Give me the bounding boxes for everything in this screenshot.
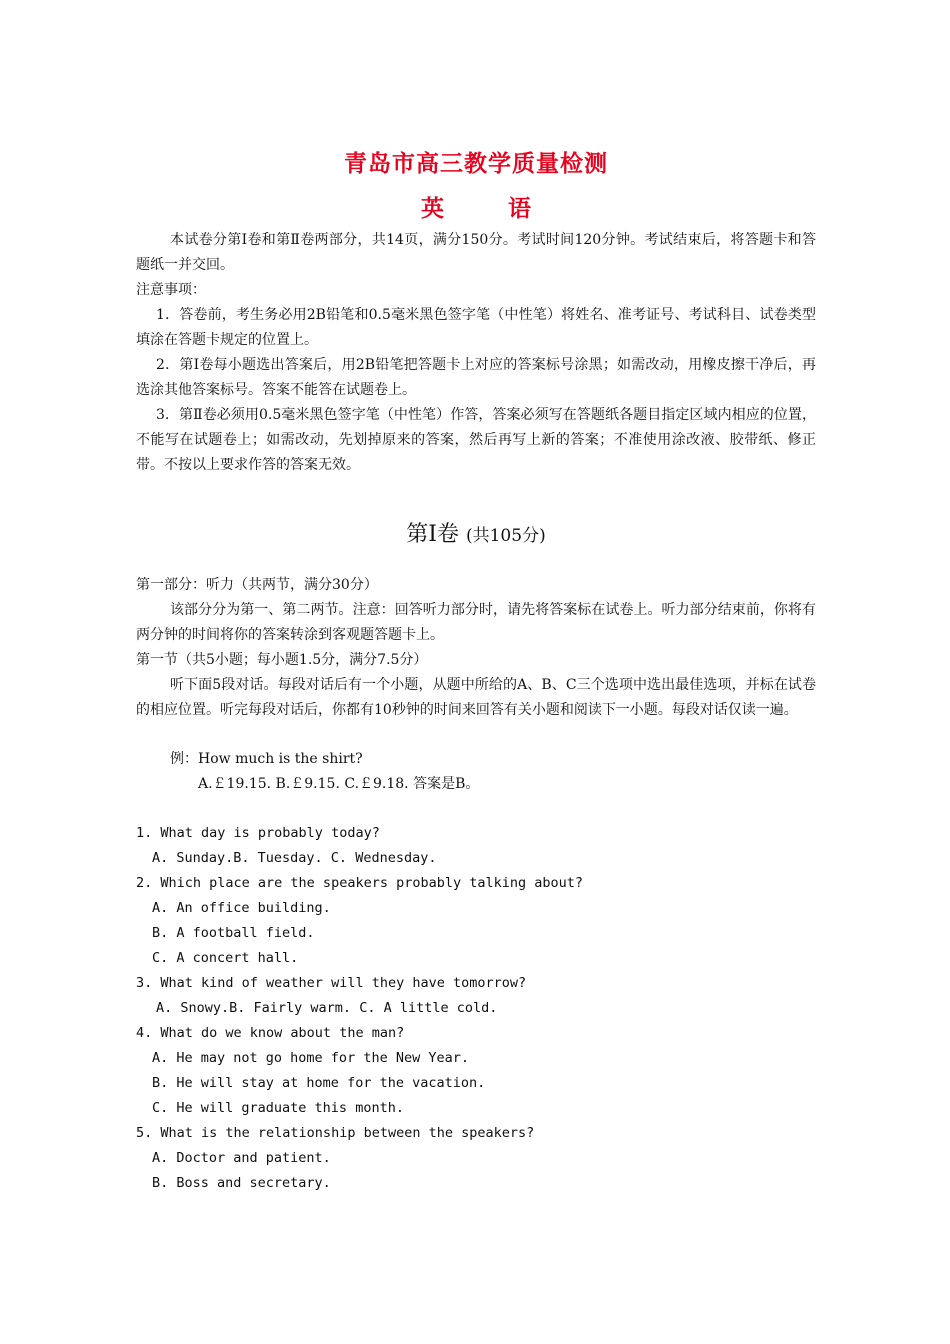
subsection-1-heading: 第一节（共5小题；每小题1.5分，满分7.5分） xyxy=(136,652,428,668)
question-4-option-a: A. He may not go home for the New Year. xyxy=(152,1050,469,1066)
intro-paragraph: 本试卷分第Ⅰ卷和第Ⅱ卷两部分，共14页，满分150分。考试时间120分钟。考试结束后，将答题卡和答题纸一并交回。 xyxy=(136,232,816,273)
note-2: 2．第Ⅰ卷每小题选出答案后，用2B铅笔把答题卡上对应的答案标号涂黑；如需改动，用橡皮擦干净后，再选涂其他答案标号。答案不能答在试题卷上。 xyxy=(136,357,816,398)
spacer xyxy=(136,723,816,747)
question-4-option-b: B. He will stay at home for the vacation. xyxy=(152,1075,486,1091)
section-1-title-main: 第Ⅰ卷 xyxy=(406,522,459,547)
question-5-option-b: B. Boss and secretary. xyxy=(152,1175,331,1191)
question-2-option-b: B. A football field. xyxy=(152,925,315,941)
example-question: 例：How much is the shirt? xyxy=(170,751,363,767)
part-1-description: 该部分分为第一、第二两节。注意：回答听力部分时，请先将答案标在试卷上。听力部分结束前，你将有两分钟的时间将你的答案转涂到客观题答题卡上。 xyxy=(136,602,816,643)
question-3: 3. What kind of weather will they have tomorrow? xyxy=(136,975,527,991)
question-4-option-c: C. He will graduate this month. xyxy=(152,1100,404,1116)
question-5-option-a: A. Doctor and patient. xyxy=(152,1150,331,1166)
question-1: 1. What day is probably today? xyxy=(136,825,380,841)
question-2-option-a: A. An office building. xyxy=(152,900,331,916)
question-2-option-c: C. A concert hall. xyxy=(152,950,299,966)
section-1-title xyxy=(136,518,816,553)
question-1-options: A. Sunday.B. Tuesday. C. Wednesday. xyxy=(152,850,437,866)
question-3-options: A. Snowy.B. Fairly warm. C. A little cold. xyxy=(156,1000,498,1016)
example-answer: A.￡19.15. B.￡9.15. C.￡9.18. 答案是B。 xyxy=(198,776,480,792)
question-list xyxy=(136,821,816,1196)
notice-label: 注意事项： xyxy=(136,282,206,298)
subject-title xyxy=(136,190,816,228)
question-2: 2. Which place are the speakers probably talking about? xyxy=(136,875,584,891)
subject-char-2: 语 xyxy=(508,196,531,222)
question-4: 4. What do we know about the man? xyxy=(136,1025,405,1041)
spacer xyxy=(136,797,816,821)
note-1: 1．答卷前，考生务必用2B铅笔和0.5毫米黑色签字笔（中性笔）将姓名、准考证号、考试科目、试卷类型填涂在答题卡规定的位置上。 xyxy=(136,307,816,348)
subject-char-1: 英 xyxy=(421,196,444,222)
part-1-heading: 第一部分：听力（共两节，满分30分） xyxy=(136,577,378,593)
note-3: 3．第Ⅱ卷必须用0.5毫米黑色签字笔（中性笔）作答，答案必须写在答题纸各题目指定区域内相应的位置，不能写在试题卷上；如需改动，先划掉原来的答案，然后再写上新的答案；不准使用涂改液、胶带纸、修正带。不按以上要求作答的答案无效。 xyxy=(136,407,816,473)
subsection-1-description: 听下面5段对话。每段对话后有一个小题，从题中所给的A、B、C三个选项中选出最佳选项，并标在试卷的相应位置。听完每段对话后，你都有10秒钟的时间来回答有关小题和阅读下一小题。每段对话仅读一遍。 xyxy=(136,677,816,718)
question-5: 5. What is the relationship between the speakers? xyxy=(136,1125,535,1141)
section-1-title-score: (共105分) xyxy=(465,526,546,546)
exam-page xyxy=(136,140,816,1196)
exam-title: 青岛市高三教学质量检测 xyxy=(344,151,608,177)
